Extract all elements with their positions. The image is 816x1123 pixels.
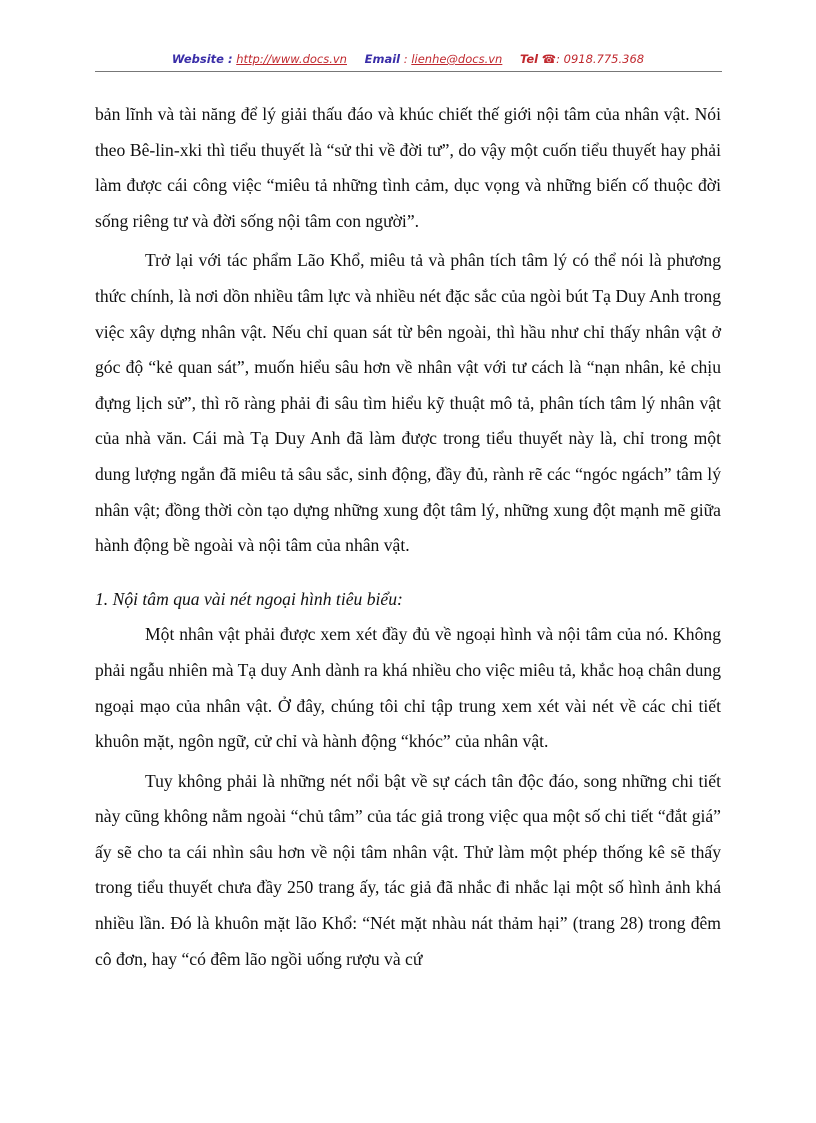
tel-label: Tel — [520, 52, 539, 66]
website-label: Website : — [171, 52, 233, 66]
document-body — [95, 97, 721, 977]
email-label: Email — [364, 52, 401, 66]
section-heading: 1. Nội tâm qua vài nét ngoại hình tiêu biểu: — [95, 588, 403, 609]
email-link[interactable]: lienhe@docs.vn — [411, 52, 503, 66]
page-header — [0, 51, 816, 67]
email-separator: : — [403, 52, 408, 66]
phone-number: : 0918.775.368 — [556, 52, 645, 66]
paragraph-2: Trở lại với tác phẩm Lão Khổ, miêu tả và phân tích tâm lý có thể nói là phương thức chính, là nơi dồn nhiều tâm lực và nhiều nét đặc sắc của ngòi bút Tạ Duy Anh trong việc xây dựng nhân vật. Nếu chỉ quan sát từ bên ngoài, thì hầu như chỉ thấy nhân vật ở góc độ “kẻ quan sát”, muốn hiểu sâu hơn về nhân vật với tư cách là “nạn nhân, kẻ chịu đựng lịch sử”, thì rõ ràng phải đi sâu tìm hiểu kỹ thuật mô tả, phân tích tâm lý nhân vật của nhà văn. Cái mà Tạ Duy Anh đã làm được trong tiểu thuyết này là, chỉ trong một dung lượng ngắn đã miêu tả sâu sắc, sinh động, đầy đủ, rành rẽ các “ngóc ngách” tâm lý nhân vật; đồng thời còn tạo dựng những xung đột tâm lý, những xung đột mạnh mẽ giữa hành động bề ngoài và nội tâm của nhân vật. — [95, 250, 721, 556]
website-link[interactable]: http://www.docs.vn — [236, 52, 347, 66]
paragraph-1: bản lĩnh và tài năng để lý giải thấu đáo và khúc chiết thế giới nội tâm của nhân vật. Nói theo Bê-lin-xki thì tiểu thuyết là “sử thi về đời tư”, do vậy một cuốn tiểu thuyết hay phải làm được cái công việc “miêu tả những tình cảm, dục vọng và những biến cố thuộc đời sống riêng tư và đời sống nội tâm con người”. — [95, 104, 721, 231]
paragraph-3: Một nhân vật phải được xem xét đầy đủ về ngoại hình và nội tâm của nó. Không phải ngẫu nhiên mà Tạ duy Anh dành ra khá nhiều cho việc miêu tả, khắc hoạ chân dung ngoại mạo của nhân vật. Ở đây, chúng tôi chỉ tập trung xem xét vài nét về các chi tiết khuôn mặt, ngôn ngữ, cử chỉ và hành động “khóc” của nhân vật. — [95, 624, 721, 752]
phone-icon: ☎ — [541, 52, 557, 66]
header-divider — [95, 71, 722, 72]
paragraph-4: Tuy không phải là những nét nổi bật về sự cách tân độc đáo, song những chi tiết này cũng không nằm ngoài “chủ tâm” của tác giả trong việc qua một số chi tiết “đắt giá” ấy sẽ cho ta cái nhìn sâu hơn về nội tâm nhân vật. Thử làm một phép thống kê sẽ thấy trong tiểu thuyết chưa đầy 250 trang ấy, tác giả đã nhắc đi nhắc lại một số hình ảnh khá nhiều lần. Đó là khuôn mặt lão Khổ: “Nét mặt nhàu nát thảm hại” (trang 28) trong đêm cô đơn, hay “có đêm lão ngồi uống rượu và cứ — [95, 770, 721, 969]
